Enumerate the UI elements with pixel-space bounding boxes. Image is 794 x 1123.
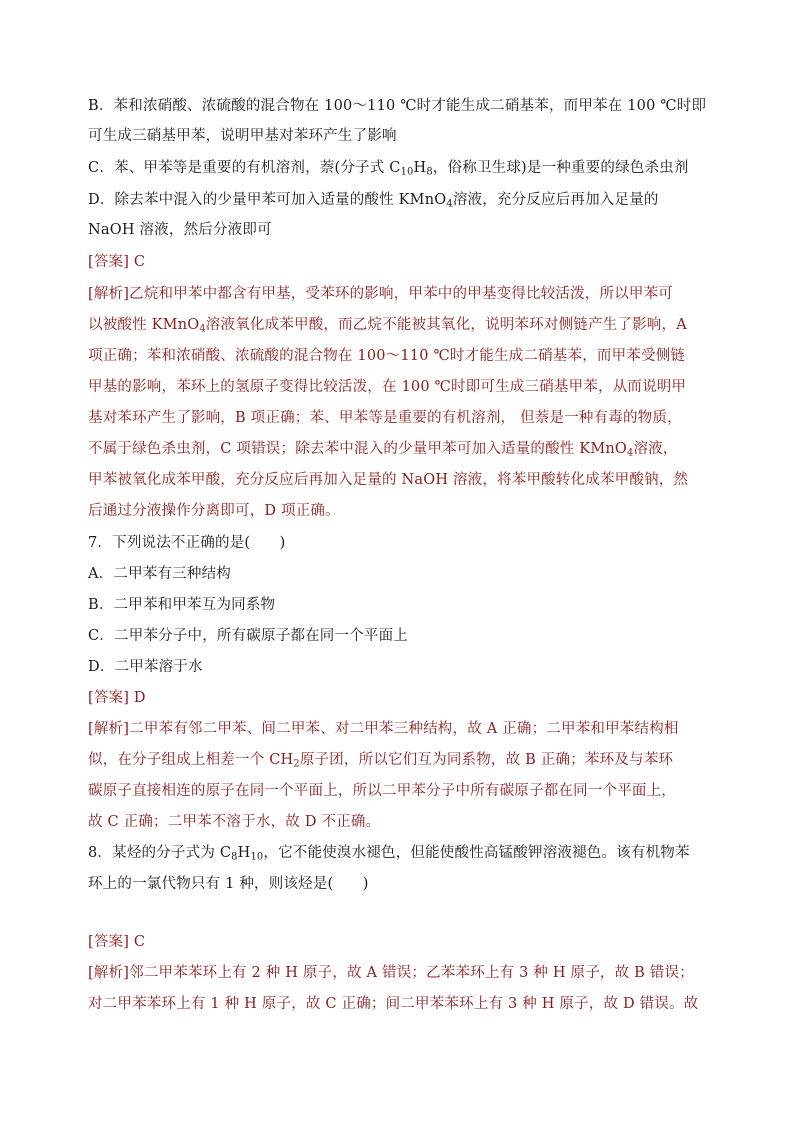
q6-option-d-line2: NaOH 溶液，然后分液即可: [88, 222, 272, 238]
q7-analysis-text: 原子团，所以它们互为同系物，故 B 正确；苯环及与苯环: [299, 752, 674, 768]
q8-stem-subscript: 10: [250, 851, 264, 863]
q8-stem-text: ，它不能使溴水褪色，但能使酸性高锰酸钾溶液褪色。该有机物苯: [263, 845, 690, 861]
q7-option-d: D．二甲苯溶于水: [88, 659, 203, 675]
q7-analysis-subscript: 2: [293, 758, 300, 770]
q7-analysis-line: 故 C 正确；二甲苯不溶于水，故 D 不正确。: [88, 814, 381, 830]
q6-option-c-subscript: 10: [400, 166, 414, 178]
q6-analysis-line: [88, 315, 687, 335]
q6-answer: [答案] C: [88, 254, 146, 270]
q8-stem-line1: [88, 843, 690, 863]
q6-analysis-line: 甲基的影响，苯环上的氢原子变得比较活泼，在 100 ℃时即可生成三硝基甲苯，从而说明甲: [88, 379, 687, 395]
q6-option-c-text: ，俗称卫生球)是一种重要的绿色杀虫剂: [432, 160, 689, 176]
q8-stem-subscript: 8: [231, 851, 238, 863]
q8-analysis-line: 对二甲苯苯环上有 1 种 H 原子，故 C 正确；间二甲苯苯环上有 3 种 H 原子，故 D 错误。故: [88, 996, 699, 1012]
q6-analysis-line: 甲苯被氧化成苯甲酸，充分反应后再加入足量的 NaOH 溶液，将苯甲酸转化成苯甲酸钠，然: [88, 472, 689, 488]
q7-analysis-text: 似，在分子组成上相差一个 CH: [88, 752, 294, 768]
q6-option-c-text: H: [413, 160, 427, 176]
q8-analysis-line: [解析]邻二甲苯苯环上有 2 种 H 原子，故 A 错误；乙苯苯环上有 3 种 H 原子，故 B 错误；: [88, 965, 694, 981]
q7-analysis-line: 碳原子直接相连的原子在同一个平面上，所以二甲苯分子中所有碳原子都在同一个平面上，: [88, 783, 676, 799]
q7-analysis-line: [88, 750, 673, 770]
q6-analysis-text: 以被酸性 KMnO: [88, 317, 200, 333]
q6-analysis-subscript: 4: [199, 323, 206, 335]
q8-answer: [答案] C: [88, 934, 146, 950]
q6-analysis-line: 后通过分液操作分离即可，D 项正确。: [88, 503, 340, 519]
q6-option-d-line1: [88, 190, 659, 210]
q6-analysis-text: 不属于绿色杀虫剂，C 项错误；除去苯中混入的少量甲苯可加入适量的酸性 KMnO: [88, 441, 628, 457]
q6-option-d-text: D．除去苯中混入的少量甲苯可加入适量的酸性 KMnO: [88, 192, 447, 208]
q7-stem: 7．下列说法不正确的是( ): [88, 535, 286, 551]
q6-analysis-text: 溶液氧化成苯甲酸，而乙烷不能被其氧化，说明苯环对侧链产生了影响，A: [205, 317, 687, 333]
q6-analysis-line: [解析]乙烷和甲苯中都含有甲基，受苯环的影响，甲苯中的甲基变得比较活泼，所以甲苯可: [88, 286, 674, 302]
q6-option-c-subscript: 8: [426, 166, 433, 178]
q7-option-a: A．二甲苯有三种结构: [88, 566, 231, 582]
q6-analysis-line: 基对苯环产生了影响，B 项正确；苯、甲苯等是重要的有机溶剂， 但萘是一种有毒的物质，: [88, 410, 682, 426]
q6-analysis-line: [88, 439, 678, 459]
q8-stem-text: H: [237, 845, 251, 861]
q6-analysis-line: 项正确；苯和浓硝酸、浓硫酸的混合物在 100～110 ℃时才能生成二硝基苯，而甲苯受侧链: [88, 348, 686, 364]
q6-option-b-line2: 可生成三硝基甲苯，说明甲基对苯环产生了影响: [88, 128, 397, 144]
q8-stem-text: 8．某烃的分子式为 C: [88, 845, 232, 861]
q8-stem-line2: 环上的一氯代物只有 1 种，则该烃是( ): [88, 876, 369, 892]
q6-analysis-subscript: 4: [627, 447, 634, 459]
q7-analysis-line: [解析]二甲苯有邻二甲苯、间二甲苯、对二甲苯三种结构，故 A 正确；二甲苯和甲苯结构相: [88, 721, 679, 737]
q7-answer: [答案] D: [88, 690, 146, 706]
q6-option-c-text: C．苯、甲苯等是重要的有机溶剂，萘(分子式 C: [88, 160, 401, 176]
q6-analysis-text: 溶液，: [633, 441, 678, 457]
q7-option-b: B．二甲苯和甲苯互为同系物: [88, 597, 276, 613]
q6-option-b-line1: B．苯和浓硝酸、浓硫酸的混合物在 100～110 ℃时才能生成二硝基苯，而甲苯在 100 ℃时即: [88, 98, 707, 114]
q7-option-c: C．二甲苯分子中，所有碳原子都在同一个平面上: [88, 628, 408, 644]
q6-option-c: [88, 158, 689, 178]
q6-option-d-text: 溶液，充分反应后再加入足量的: [452, 192, 659, 208]
q6-option-d-subscript: 4: [446, 198, 453, 210]
